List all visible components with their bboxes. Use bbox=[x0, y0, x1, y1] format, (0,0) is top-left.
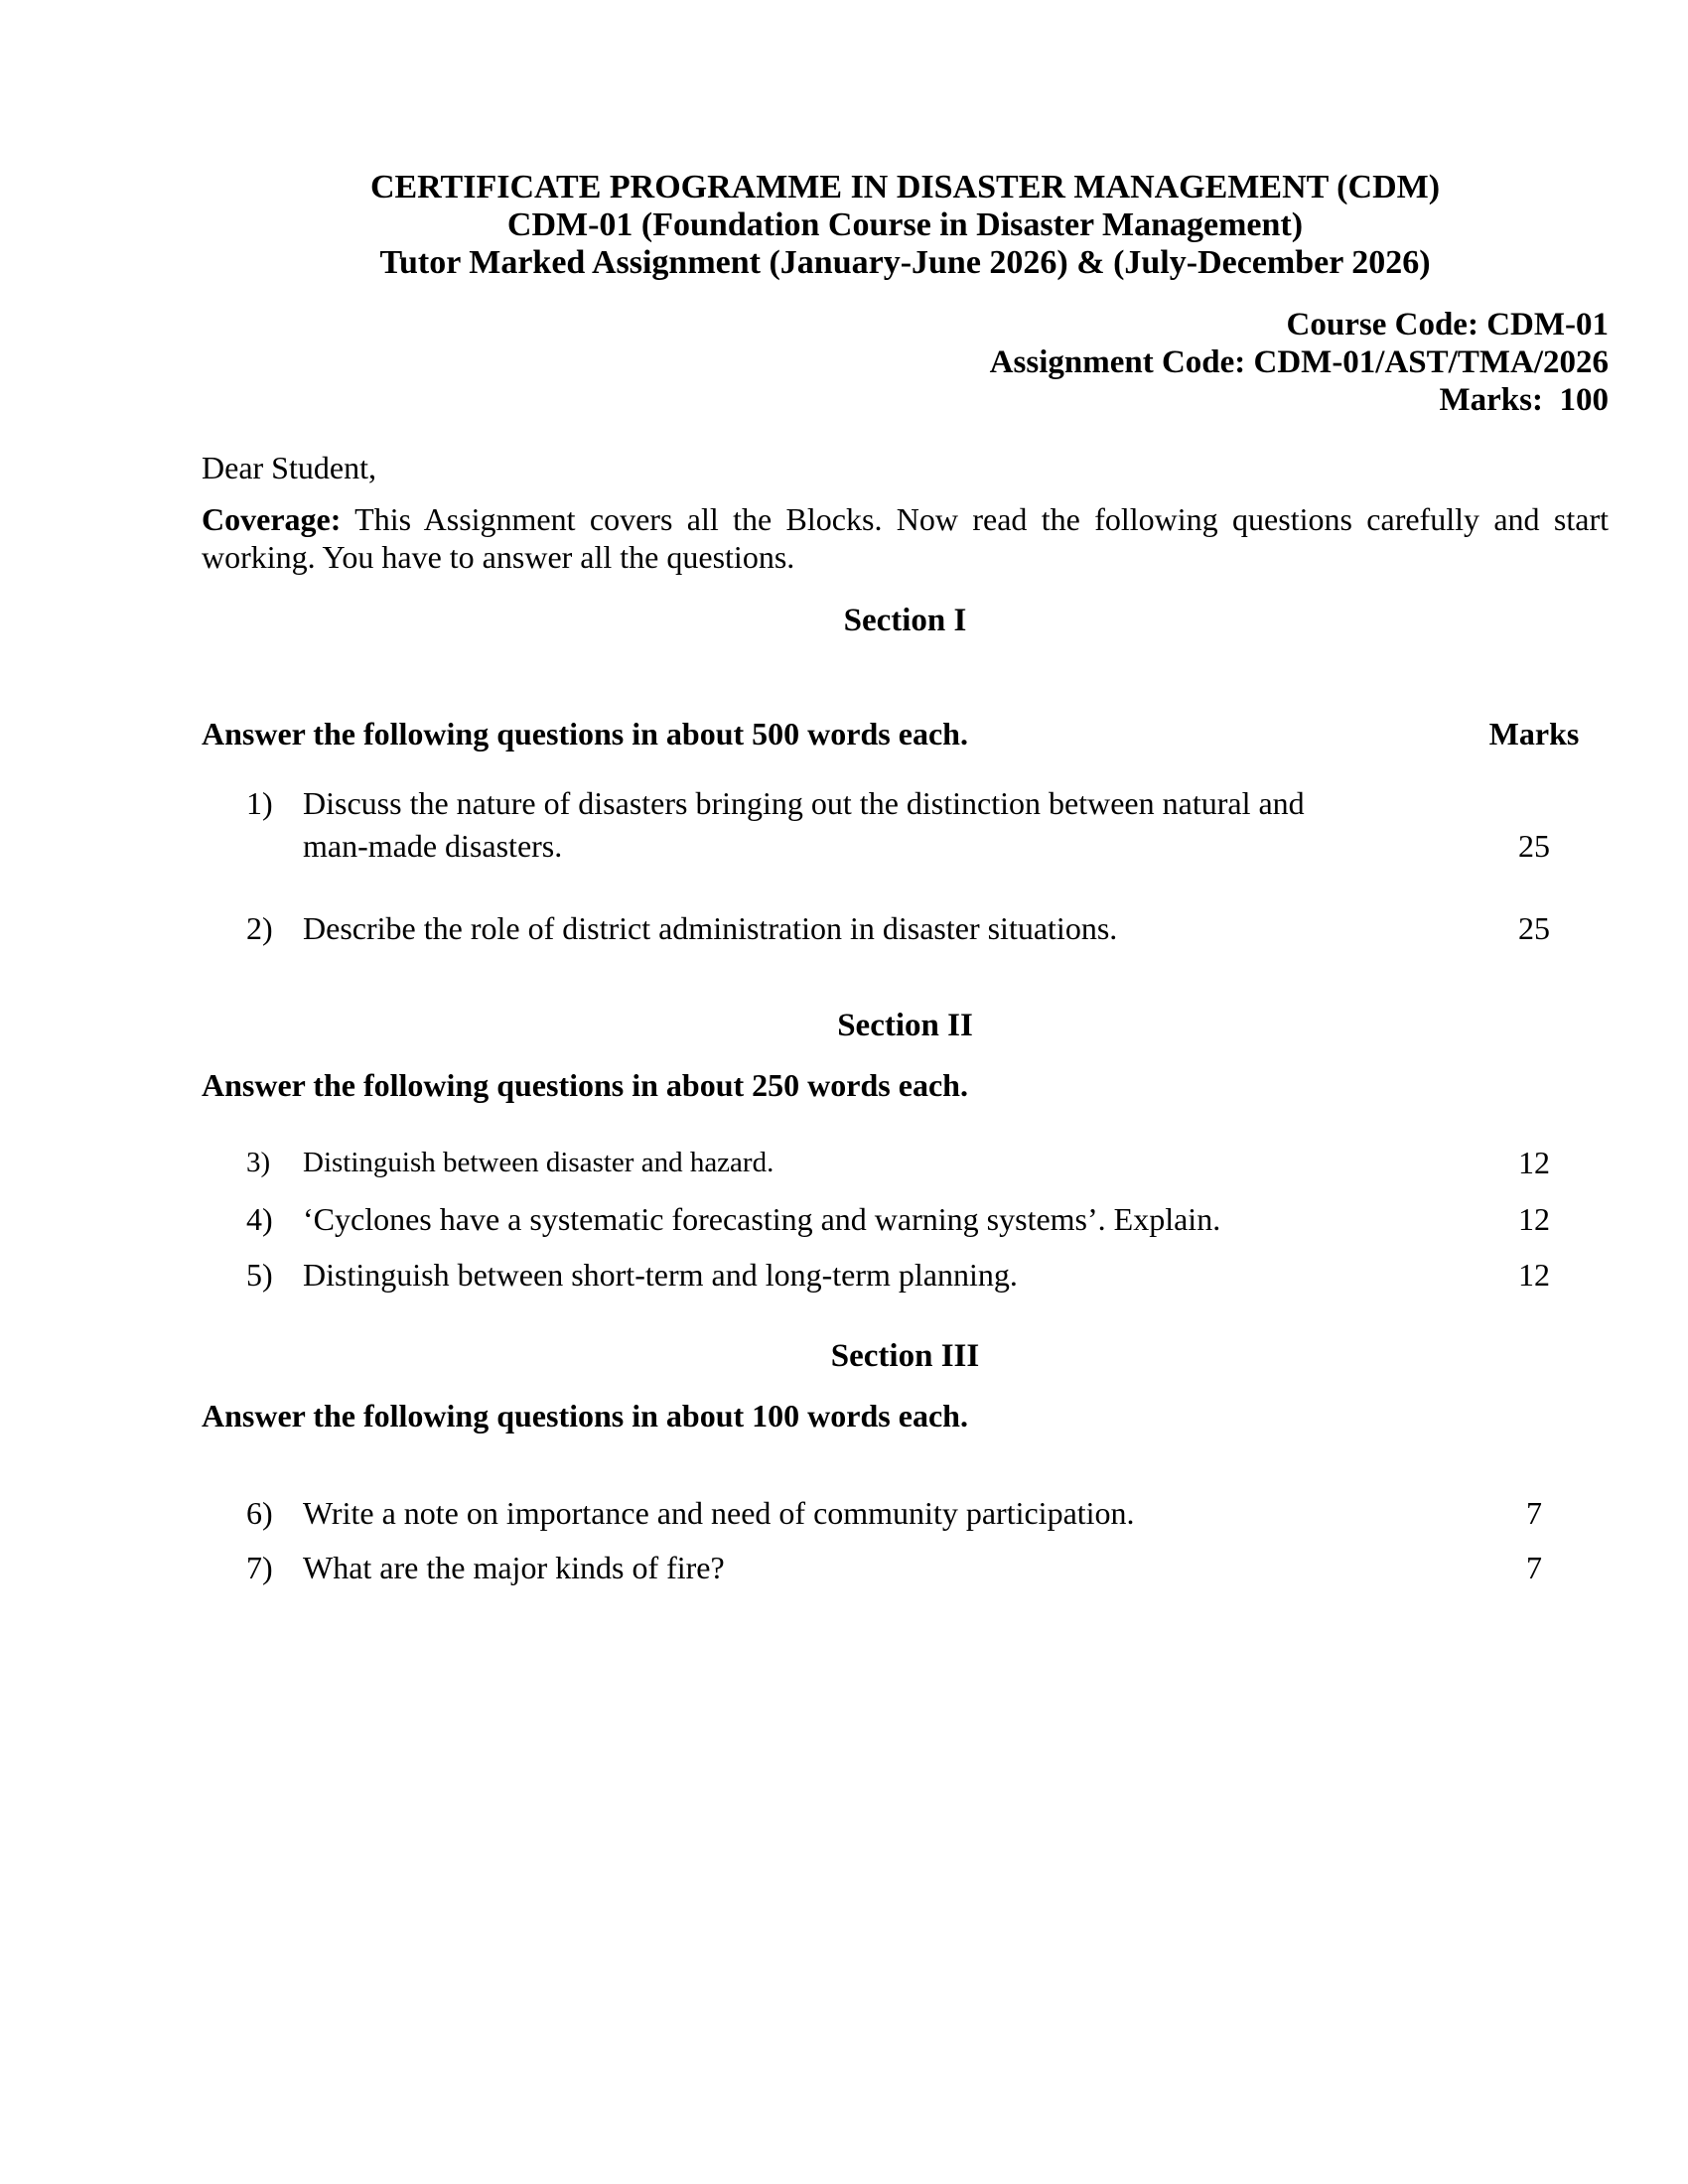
marks-column-header: Marks bbox=[1488, 716, 1580, 751]
section-1-instruction-row bbox=[202, 715, 1609, 752]
question-3-marks: 12 bbox=[1518, 1145, 1550, 1180]
question-5-number: 5) bbox=[246, 1257, 273, 1293]
section-2-instruction-row bbox=[202, 1066, 1609, 1104]
question-3-number: 3) bbox=[246, 1147, 271, 1178]
question-5-marks: 12 bbox=[1518, 1257, 1550, 1293]
course-code: Course Code: CDM-01 bbox=[1286, 307, 1609, 342]
coverage-label: Coverage: bbox=[202, 501, 342, 537]
coverage-paragraph bbox=[202, 500, 1609, 576]
question-1-number: 1) bbox=[246, 785, 273, 821]
title-line-programme: CERTIFICATE PROGRAMME IN DISASTER MANAGEMENT (CDM) bbox=[369, 169, 1441, 205]
question-5-text: Distinguish between short-term and long-term planning. bbox=[303, 1257, 1018, 1293]
section-2-instruction: Answer the following questions in about 250 words each. bbox=[202, 1067, 968, 1103]
question-6-text: Write a note on importance and need of community participation. bbox=[303, 1495, 1135, 1531]
coverage-text: This Assignment covers all the Blocks. Now read the following questions carefully and start working. You have to answer all the questions. bbox=[202, 501, 1609, 575]
question-row-2 bbox=[202, 907, 1609, 950]
section-2-heading: Section II bbox=[837, 1008, 973, 1043]
question-4-number: 4) bbox=[246, 1201, 273, 1237]
assignment-code: Assignment Code: CDM-01/AST/TMA/2026 bbox=[989, 344, 1609, 380]
question-7-text: What are the major kinds of fire? bbox=[303, 1550, 725, 1585]
question-3-text: Distinguish between disaster and hazard. bbox=[303, 1147, 774, 1178]
question-row-6 bbox=[202, 1492, 1609, 1535]
title-line-course: CDM-01 (Foundation Course in Disaster Management) bbox=[506, 206, 1304, 243]
section-3-instruction: Answer the following questions in about 100 words each. bbox=[202, 1398, 968, 1433]
question-7-number: 7) bbox=[246, 1550, 273, 1585]
question-6-number: 6) bbox=[246, 1495, 273, 1531]
title-line-assignment-period: Tutor Marked Assignment (January-June 2026) & (July-December 2026) bbox=[379, 244, 1431, 281]
question-1-marks: 25 bbox=[1518, 828, 1550, 864]
salutation: Dear Student, bbox=[202, 450, 376, 485]
question-4-marks: 12 bbox=[1518, 1201, 1550, 1237]
question-row-5 bbox=[202, 1254, 1609, 1297]
section-1-heading: Section I bbox=[843, 603, 967, 638]
section-3-heading: Section III bbox=[830, 1338, 980, 1374]
document-title-block bbox=[202, 169, 1609, 282]
question-7-marks: 7 bbox=[1526, 1550, 1542, 1585]
question-row-3 bbox=[202, 1142, 1609, 1184]
question-row-4 bbox=[202, 1198, 1609, 1241]
question-row-7 bbox=[202, 1547, 1609, 1589]
question-4-text: ‘Cyclones have a systematic forecasting and warning systems’. Explain. bbox=[303, 1201, 1221, 1237]
question-2-number: 2) bbox=[246, 910, 273, 946]
question-2-marks: 25 bbox=[1518, 910, 1550, 946]
section-3-instruction-row bbox=[202, 1397, 1609, 1434]
question-2-text: Describe the role of district administration in disaster situations. bbox=[303, 910, 1118, 946]
question-6-marks: 7 bbox=[1526, 1495, 1542, 1531]
section-1-instruction: Answer the following questions in about 500 words each. bbox=[202, 716, 968, 751]
question-1-text: Discuss the nature of disasters bringing out the distinction between natural and man-made disasters. bbox=[303, 785, 1305, 864]
question-row-1 bbox=[202, 782, 1609, 868]
assignment-meta-block bbox=[202, 306, 1609, 419]
total-marks: Marks: 100 bbox=[1439, 382, 1609, 418]
